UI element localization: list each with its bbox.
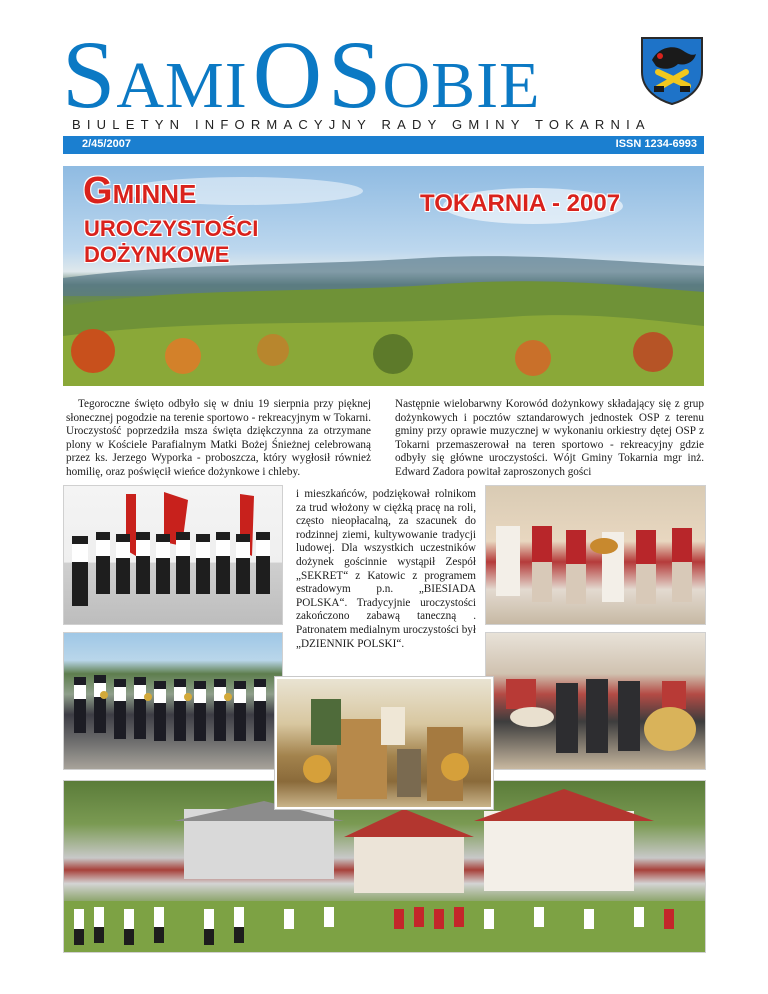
headline-place-year: TOKARNIA - 2007: [420, 190, 621, 217]
article-column-3: i mieszkańców, podziękował rolnikom za trud włożony w ciężką pracę na roli, często nieopłacalną, za szacunek do rodzinnej ziemi, kultywowanie tradycji ludowej. Dla wszystkich uczestników dożynek gościnnie wystąpił Zespół „SEKRET“ z Katowic z programem estradowym p.n. „BIESIADA POLSKA“. Tradycyjnie uroczystości zakończono zabawą taneczną . Patronatem medialnym uroczystości był „DZIENNIK POLSKI“.: [296, 488, 476, 650]
article-column-2: Następnie wielobarwny Korowód dożynkowy składający się z grup dożynkowych i pocztów sztandarowych jednostek OSP z terenu gminy przy oprawie muzycznej w wykonaniu orkiestry dętej OSP z Tokarni przemaszerował na teren sportowo - rekreacyjny gdzie odbyły się główne uroczystości. Wójt Gminy Tokarnia mgr inż. Edward Zadora powitał zaproszonych gości: [395, 398, 704, 478]
title-word-ami: AMI: [116, 49, 248, 122]
issn-number: ISSN 1234-6993: [615, 138, 697, 150]
article-column-1: Tegoroczne święto odbyło się w dniu 19 sierpnia przy pięknej słonecznej pogodzie na terenie sportowo - rekreacyjnym w Tokarni. Uroczystość poprzedziła msza święta dziękczynna za otrzymane plony w Kościele Parafialnym Matki Bożej Śnieżnej celebrowaną przez ks. Jerzego Wyporka - proboszcza, który wygłosił również homilię, oraz poświęcił wieńce dożynkowe i chleby.: [66, 398, 371, 478]
issue-number: 2/45/2007: [82, 138, 131, 150]
photo-fire-brigade-banners: [63, 485, 283, 625]
headline-line-1: GMINNE: [83, 170, 197, 212]
publication-subtitle: BIULETYN INFORMACYJNY RADY GMINY TOKARNIA: [72, 117, 651, 132]
title-word-obie: OBIE: [382, 49, 541, 122]
photo-brass-band-parade: [63, 632, 283, 770]
title-word-o: O: [252, 21, 324, 128]
headline-line-3: DOŻYNKOWE: [84, 242, 230, 267]
photo-folk-dancers: [485, 485, 706, 625]
headline-line-2: UROCZYSTOŚCI: [84, 216, 259, 241]
photo-guests-seated: [485, 632, 706, 770]
title-initial-s2: S: [328, 21, 383, 128]
issue-bar: [63, 136, 704, 154]
title-initial-s: S: [62, 21, 117, 128]
photo-mass-altar: [275, 677, 493, 809]
gmina-coat-of-arms-icon: [638, 34, 706, 106]
